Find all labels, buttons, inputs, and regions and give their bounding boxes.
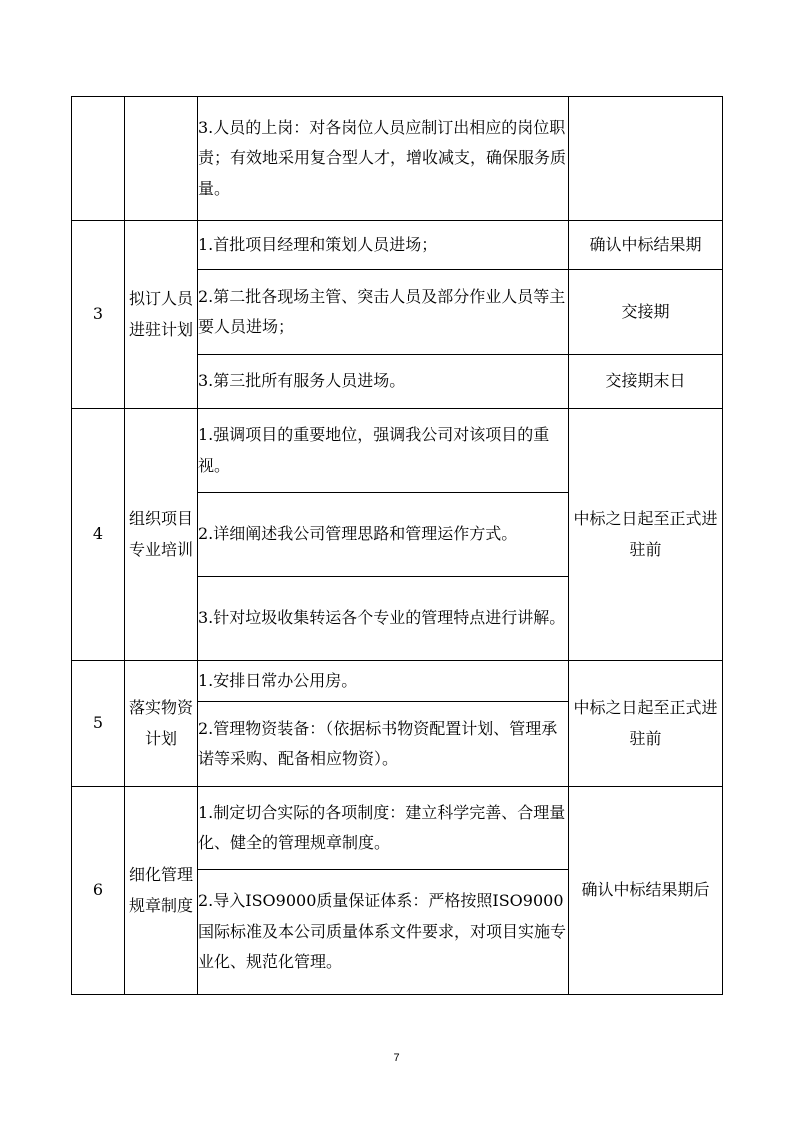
task-cell: 1.安排日常办公用房。 — [198, 661, 569, 702]
task-cell: 3.第三批所有服务人员进场。 — [198, 355, 569, 409]
time-cell: 确认中标结果期 — [569, 221, 723, 270]
time-cell: 确认中标结果期后 — [569, 787, 723, 995]
row-name-cell: 落实物资计划 — [125, 661, 198, 787]
task-cell: 3.人员的上岗：对各岗位人员应制订出相应的岗位职责；有效地采用复合型人才，增收减支，确保服务质量。 — [198, 97, 569, 221]
task-cell: 2.管理物资装备：（依据标书物资配置计划、管理承诺等采购、配备相应物资）。 — [198, 702, 569, 787]
table-row — [72, 97, 723, 221]
implementation-plan-table — [71, 96, 723, 995]
table-row — [72, 787, 723, 870]
row-number-cell — [72, 97, 125, 221]
row-number-cell: 6 — [72, 787, 125, 995]
time-cell — [569, 97, 723, 221]
row-name-cell: 拟订人员进驻计划 — [125, 221, 198, 409]
row-name-cell: 细化管理规章制度 — [125, 787, 198, 995]
row-number-cell: 3 — [72, 221, 125, 409]
table-row — [72, 661, 723, 702]
time-cell: 交接期末日 — [569, 355, 723, 409]
task-cell: 1.强调项目的重要地位，强调我公司对该项目的重视。 — [198, 409, 569, 493]
table-row — [72, 221, 723, 270]
time-cell: 中标之日起至正式进驻前 — [569, 661, 723, 787]
task-cell: 2.第二批各现场主管、突击人员及部分作业人员等主要人员进场； — [198, 270, 569, 355]
task-cell: 2.导入ISO9000质量保证体系：严格按照ISO9000国际标准及本公司质量体系文件要求，对项目实施专业化、规范化管理。 — [198, 870, 569, 995]
task-cell: 3.针对垃圾收集转运各个专业的管理特点进行讲解。 — [198, 577, 569, 661]
row-number-cell: 4 — [72, 409, 125, 661]
time-cell: 交接期 — [569, 270, 723, 355]
time-cell: 中标之日起至正式进驻前 — [569, 409, 723, 661]
task-cell: 1.首批项目经理和策划人员进场； — [198, 221, 569, 270]
row-name-cell — [125, 97, 198, 221]
row-number-cell: 5 — [72, 661, 125, 787]
task-cell: 1.制定切合实际的各项制度：建立科学完善、合理量化、健全的管理规章制度。 — [198, 787, 569, 870]
page-number: 7 — [393, 1052, 400, 1064]
row-name-cell: 组织项目专业培训 — [125, 409, 198, 661]
table-row — [72, 409, 723, 493]
task-cell: 2.详细阐述我公司管理思路和管理运作方式。 — [198, 493, 569, 577]
